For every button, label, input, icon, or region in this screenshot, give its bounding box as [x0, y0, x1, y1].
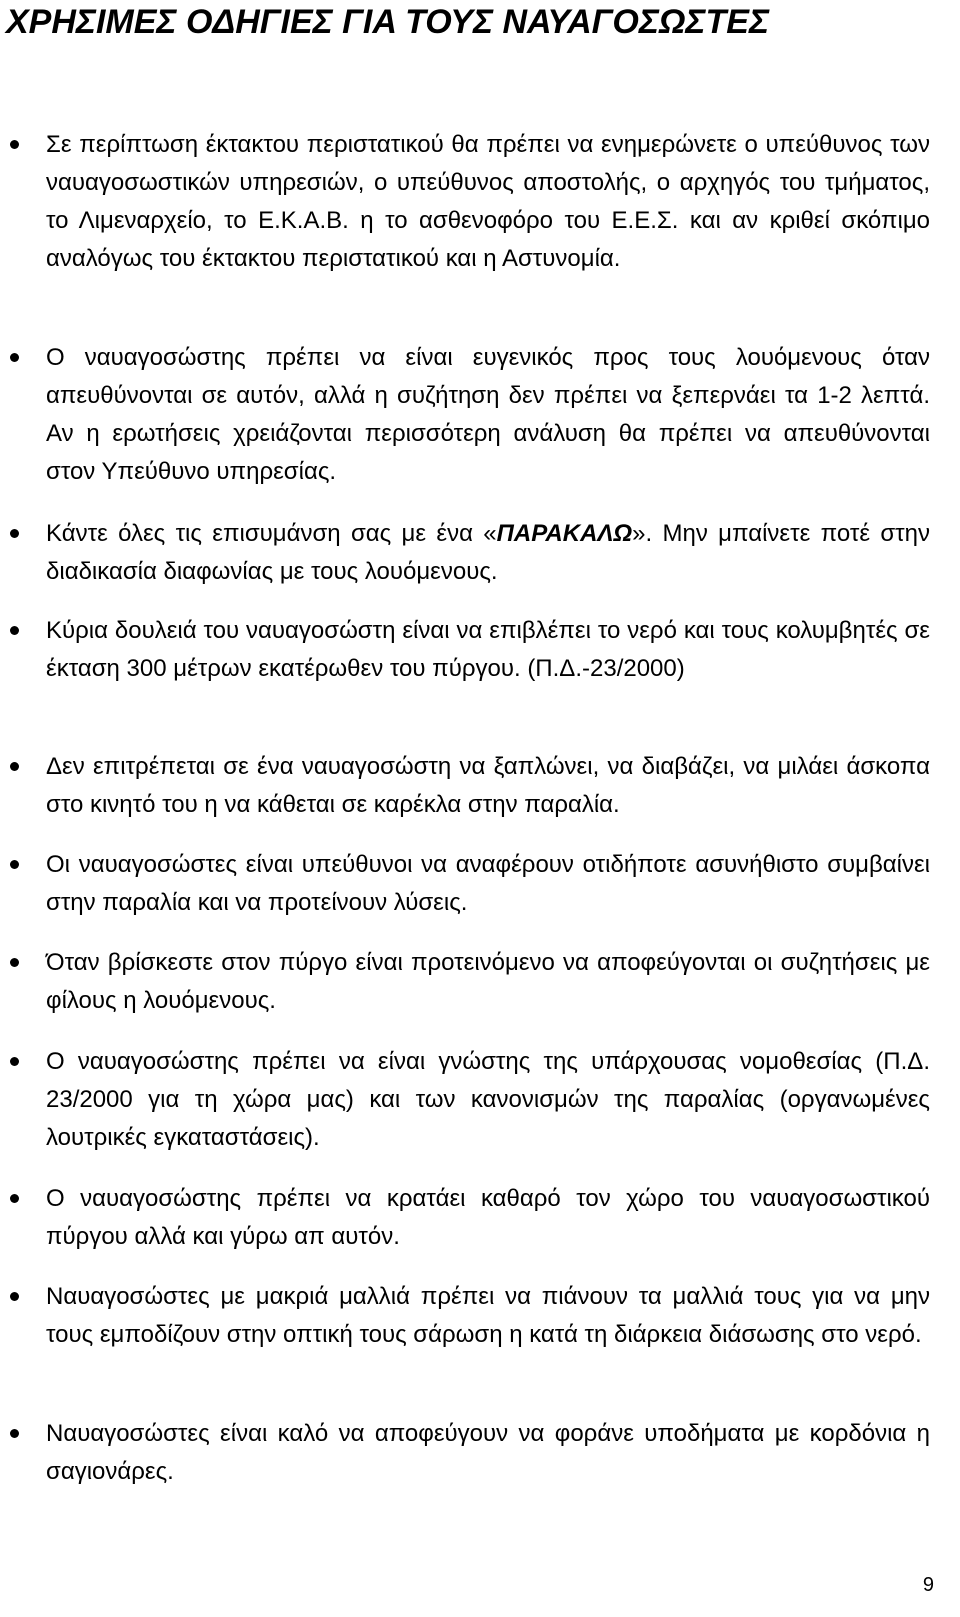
list-item-text: Όταν βρίσκεστε στον πύργο είναι προτεινόμενο να αποφεύγονται οι συζητήσεις με φίλους η λουόμενους.	[46, 949, 930, 1014]
bullet-icon	[10, 626, 19, 635]
text-before: Κάντε όλες τις επισυμάνση σας με ένα «	[46, 520, 497, 547]
bullet-icon	[10, 1292, 19, 1301]
bullet-icon	[10, 1429, 19, 1438]
emphasis-text: ΠΑΡΑΚΑΛΩ	[496, 520, 633, 547]
bullet-icon	[10, 1194, 19, 1203]
list-item-text: Σε περίπτωση έκτακτου περιστατικού θα πρέπει να ενημερώνετε ο υπεύθυνος των ναυαγοσωστικών υπηρεσιών, ο υπεύθυνος αποστολής, ο αρχηγός του τμήματος, το Λιμεναρχείο, το Ε.Κ.Α.Β. η το ασθενοφόρο του Ε.Ε.Σ. και αν κριθεί σκόπιμο αναλόγως του έκτακτου περιστατικού και η Αστυνομία.	[46, 131, 930, 272]
list-item-text: Ο ναυαγοσώστης πρέπει να είναι γνώστης της υπάρχουσας νομοθεσίας (Π.Δ. 23/2000 για τη χώρα μας) και των κανονισμών της παραλίας (οργανωμένες λουτρικές εγκαταστάσεις).	[46, 1048, 930, 1151]
bullet-icon	[10, 140, 19, 149]
page-title: ΧΡΗΣΙΜΕΣ ΟΔΗΓΙΕΣ ΓΙΑ ΤΟΥΣ ΝΑΥΑΓΟΣΩΣΤΕΣ	[6, 3, 770, 41]
page-number: 9	[922, 1574, 934, 1596]
list-item-text: Κύρια δουλειά του ναυαγοσώστη είναι να επιβλέπει το νερό και τους κολυμβητές σε έκταση 300 μέτρων εκατέρωθεν του πύργου. (Π.Δ.-23/2000)	[46, 617, 930, 682]
list-item-text: Ο ναυαγοσώστης πρέπει να είναι ευγενικός προς τους λουόμενους όταν απευθύνονται σε αυτόν, αλλά η συζήτηση δεν πρέπει να ξεπερνάει τα 1-2 λεπτά. Αν η ερωτήσεις χρειάζονται περισσότερη ανάλυση θα πρέπει να απευθύνονται στον Υπεύθυνο υπηρεσίας.	[46, 344, 930, 485]
list-item-text: Δεν επιτρέπεται σε ένα ναυαγοσώστη να ξαπλώνει, να διαβάζει, να μιλάει άσκοπα στο κινητό του η να κάθεται σε καρέκλα στην παραλία.	[46, 753, 930, 818]
bullet-icon	[10, 529, 19, 538]
bullet-icon	[10, 353, 19, 362]
text-after: ». Μην μπαίνετε ποτέ στην διαδικασία διαφωνίας με τους λουόμενους.	[46, 520, 930, 585]
bullet-icon	[10, 958, 19, 967]
bullet-icon	[10, 762, 19, 771]
list-item-text: Οι ναυαγοσώστες είναι υπεύθυνοι να αναφέρουν οτιδήποτε ασυνήθιστο συμβαίνει στην παραλία και να προτείνουν λύσεις.	[46, 851, 930, 916]
list-item-text: Ναυαγοσώστες είναι καλό να αποφεύγουν να φοράνε υποδήματα με κορδόνια η σαγιονάρες.	[46, 1420, 930, 1485]
list-item-text: Ο ναυαγοσώστης πρέπει να κρατάει καθαρό τον χώρο του ναυαγοσωστικού πύργου αλλά και γύρω απ αυτόν.	[46, 1185, 930, 1250]
bullet-icon	[10, 1057, 19, 1066]
list-item-text	[46, 515, 930, 591]
list-item-text: Ναυαγοσώστες με μακριά μαλλιά πρέπει να πιάνουν τα μαλλιά τους για να μην τους εμποδίζουν στην οπτική τους σάρωση η κατά τη διάρκεια διάσωσης στο νερό.	[46, 1283, 930, 1348]
bullet-icon	[10, 860, 19, 869]
